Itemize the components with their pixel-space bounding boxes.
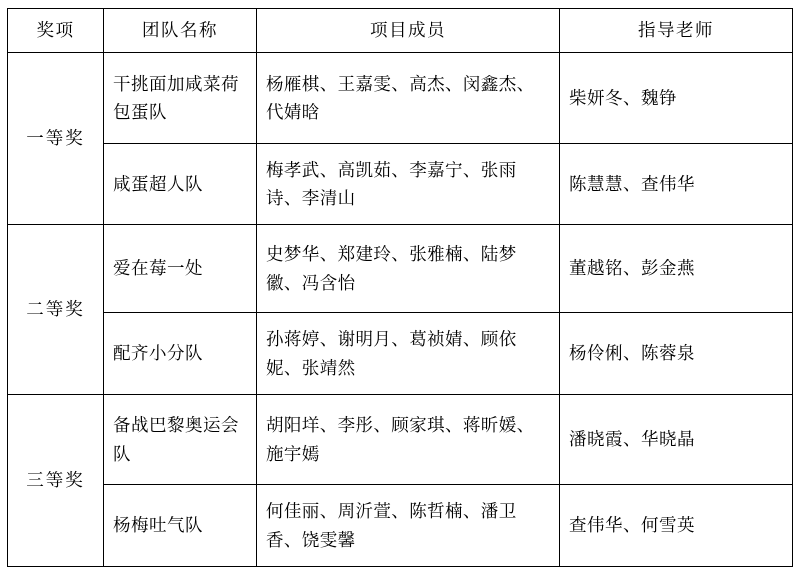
table-header-row — [8, 9, 793, 53]
project-members: 梅孝武、高凯茹、李嘉宁、张雨诗、李清山 — [257, 144, 560, 225]
table-row — [8, 53, 793, 144]
award-group-label: 三等奖 — [8, 395, 104, 567]
column-header-members: 项目成员 — [257, 9, 560, 53]
table-row — [8, 395, 793, 485]
team-name: 杨梅吐气队 — [104, 485, 257, 567]
table-row — [8, 313, 793, 395]
team-name: 备战巴黎奥运会队 — [104, 395, 257, 485]
team-name: 爱在莓一处 — [104, 225, 257, 313]
mentor-names: 查伟华、何雪英 — [560, 485, 793, 567]
team-name: 配齐小分队 — [104, 313, 257, 395]
project-members: 孙蒋婷、谢明月、葛祯婧、顾依妮、张靖然 — [257, 313, 560, 395]
award-group-label: 一等奖 — [8, 53, 104, 225]
project-members: 史梦华、郑建玲、张雅楠、陆梦徽、冯含怡 — [257, 225, 560, 313]
project-members: 胡阳垟、李彤、顾家琪、蒋昕媛、施宇嫣 — [257, 395, 560, 485]
table-row — [8, 144, 793, 225]
team-name: 咸蛋超人队 — [104, 144, 257, 225]
column-header-team: 团队名称 — [104, 9, 257, 53]
project-members: 何佳丽、周沂萱、陈哲楠、潘卫香、饶雯馨 — [257, 485, 560, 567]
column-header-award: 奖项 — [8, 9, 104, 53]
mentor-names: 柴妍冬、魏铮 — [560, 53, 793, 144]
mentor-names: 董越铭、彭金燕 — [560, 225, 793, 313]
table-row — [8, 225, 793, 313]
award-group-label: 二等奖 — [8, 225, 104, 395]
mentor-names: 陈慧慧、查伟华 — [560, 144, 793, 225]
project-members: 杨雁棋、王嘉雯、高杰、闵鑫杰、代婧晗 — [257, 53, 560, 144]
mentor-names: 杨伶俐、陈蓉泉 — [560, 313, 793, 395]
mentor-names: 潘晓霞、华晓晶 — [560, 395, 793, 485]
table-row — [8, 485, 793, 567]
team-name: 干挑面加咸菜荷包蛋队 — [104, 53, 257, 144]
award-list-table — [7, 8, 793, 567]
column-header-mentor: 指导老师 — [560, 9, 793, 53]
